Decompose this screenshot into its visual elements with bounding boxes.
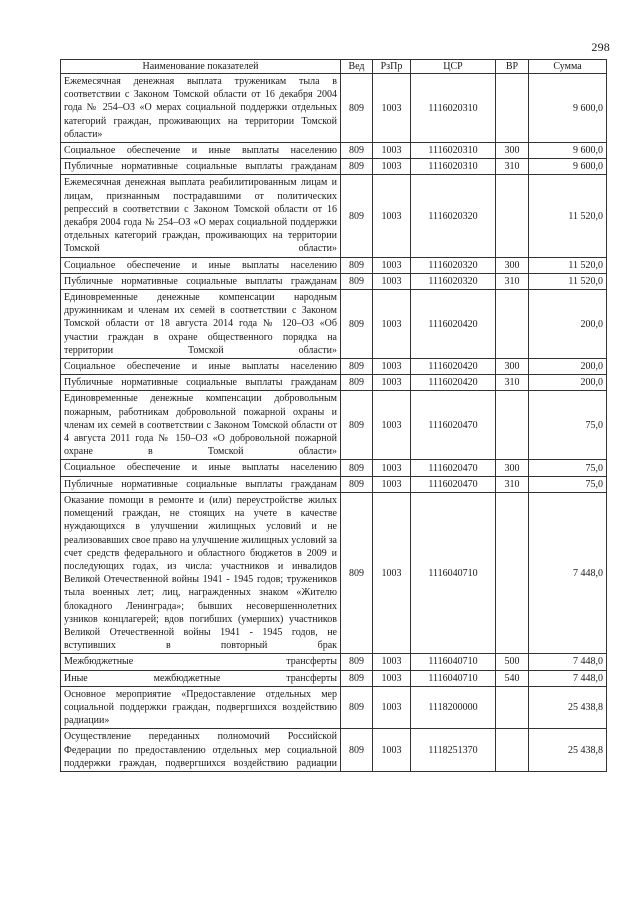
cell-csr: 1116020420 xyxy=(411,290,496,359)
cell-sum: 9 600,0 xyxy=(529,159,607,175)
cell-vr: 300 xyxy=(496,257,529,273)
cell-vr xyxy=(496,290,529,359)
cell-ved: 809 xyxy=(341,686,373,729)
cell-rzpr: 1003 xyxy=(373,143,411,159)
cell-vr: 500 xyxy=(496,654,529,670)
cell-sum: 25 438,8 xyxy=(529,729,607,772)
cell-csr: 1116020470 xyxy=(411,391,496,460)
table-row xyxy=(61,476,607,492)
cell-vr: 310 xyxy=(496,273,529,289)
table-row xyxy=(61,729,607,772)
cell-name: Социальное обеспечение и иные выплаты населению xyxy=(61,143,341,159)
cell-name: Оказание помощи в ремонте и (или) переустройстве жилых помещений граждан, не стоящих на учете в качестве нуждающихся в улучшении жилищных условий и не реализовавших свое право на улучшение жилищных условий за счет средств федерального и областного бюджетов в 2009 и последующих годах, из числа: участников и инвалидов Великой Отечественной войны 1941 - 1945 годов; тружеников тыла военных лет; лиц, награжденных знаком «Жителю блокадного Ленинграда»; бывших несовершеннолетних узников концлагерей; вдов погибших (умерших) участников Великой Отечественной войны 1941 - 1945 годов, не вступивших в повторный брак xyxy=(61,492,341,653)
cell-name: Основное мероприятие «Предоставление отдельных мер социальной поддержки граждан, подвергшихся воздействию радиации» xyxy=(61,686,341,729)
cell-name: Ежемесячная денежная выплата труженикам тыла в соответствии с Законом Томской области от 16 декабря 2004 года № 254–ОЗ «О мерах социальной поддержки отдельных категорий граждан, проживающих на территории Томской области» xyxy=(61,74,341,143)
cell-ved: 809 xyxy=(341,273,373,289)
cell-vr xyxy=(496,175,529,257)
cell-rzpr: 1003 xyxy=(373,74,411,143)
table-row xyxy=(61,159,607,175)
cell-sum: 11 520,0 xyxy=(529,273,607,289)
cell-name: Осуществление переданных полномочий Российской Федерации по предоставлению отдельных мер социальной поддержки граждан, подвергшихся воздействию радиации xyxy=(61,729,341,772)
cell-sum: 75,0 xyxy=(529,476,607,492)
cell-name: Публичные нормативные социальные выплаты гражданам xyxy=(61,273,341,289)
column-header-csr: ЦСР xyxy=(411,60,496,74)
cell-csr: 1116020320 xyxy=(411,175,496,257)
cell-rzpr: 1003 xyxy=(373,290,411,359)
cell-ved: 809 xyxy=(341,159,373,175)
cell-rzpr: 1003 xyxy=(373,476,411,492)
cell-rzpr: 1003 xyxy=(373,257,411,273)
cell-rzpr: 1003 xyxy=(373,391,411,460)
table-row xyxy=(61,391,607,460)
cell-sum: 200,0 xyxy=(529,290,607,359)
cell-ved: 809 xyxy=(341,74,373,143)
cell-sum: 11 520,0 xyxy=(529,257,607,273)
cell-rzpr: 1003 xyxy=(373,729,411,772)
table-row xyxy=(61,257,607,273)
cell-name: Иные межбюджетные трансферты xyxy=(61,670,341,686)
cell-rzpr: 1003 xyxy=(373,460,411,476)
cell-ved: 809 xyxy=(341,729,373,772)
cell-rzpr: 1003 xyxy=(373,175,411,257)
cell-name: Социальное обеспечение и иные выплаты населению xyxy=(61,359,341,375)
cell-name: Публичные нормативные социальные выплаты гражданам xyxy=(61,375,341,391)
table-row xyxy=(61,74,607,143)
cell-vr xyxy=(496,74,529,143)
cell-ved: 809 xyxy=(341,375,373,391)
cell-rzpr: 1003 xyxy=(373,375,411,391)
cell-ved: 809 xyxy=(341,143,373,159)
cell-sum: 9 600,0 xyxy=(529,143,607,159)
cell-name: Социальное обеспечение и иные выплаты населению xyxy=(61,257,341,273)
table-row xyxy=(61,143,607,159)
page-number: 298 xyxy=(591,40,610,54)
cell-sum: 7 448,0 xyxy=(529,670,607,686)
cell-vr xyxy=(496,391,529,460)
cell-csr: 1118200000 xyxy=(411,686,496,729)
cell-rzpr: 1003 xyxy=(373,492,411,653)
table-row xyxy=(61,359,607,375)
cell-rzpr: 1003 xyxy=(373,654,411,670)
cell-csr: 1116020420 xyxy=(411,359,496,375)
cell-sum: 9 600,0 xyxy=(529,74,607,143)
cell-csr: 1116020310 xyxy=(411,74,496,143)
column-header-name: Наименование показателей xyxy=(61,60,341,74)
cell-ved: 809 xyxy=(341,359,373,375)
cell-csr: 1116020470 xyxy=(411,476,496,492)
cell-vr: 300 xyxy=(496,143,529,159)
cell-csr: 1116020320 xyxy=(411,257,496,273)
cell-csr: 1116020420 xyxy=(411,375,496,391)
column-header-vr: ВР xyxy=(496,60,529,74)
table-row xyxy=(61,273,607,289)
column-header-sum: Сумма xyxy=(529,60,607,74)
table-row xyxy=(61,175,607,257)
table-row xyxy=(61,670,607,686)
cell-vr xyxy=(496,492,529,653)
cell-sum: 200,0 xyxy=(529,375,607,391)
cell-ved: 809 xyxy=(341,391,373,460)
cell-ved: 809 xyxy=(341,654,373,670)
cell-name: Ежемесячная денежная выплата реабилитированным лицам и лицам, признанным пострадавшими от политических репрессий в соответствии с Законом Томской области от 16 декабря 2004 года № 254–ОЗ «О мерах социальной поддержки отдельных категорий граждан, проживающих на территории Томской области» xyxy=(61,175,341,257)
cell-rzpr: 1003 xyxy=(373,359,411,375)
cell-sum: 200,0 xyxy=(529,359,607,375)
cell-csr: 1116040710 xyxy=(411,654,496,670)
cell-vr: 310 xyxy=(496,159,529,175)
cell-ved: 809 xyxy=(341,257,373,273)
cell-csr: 1116020470 xyxy=(411,460,496,476)
cell-sum: 7 448,0 xyxy=(529,492,607,653)
cell-vr: 310 xyxy=(496,476,529,492)
cell-ved: 809 xyxy=(341,175,373,257)
cell-name: Публичные нормативные социальные выплаты гражданам xyxy=(61,476,341,492)
cell-vr: 300 xyxy=(496,359,529,375)
cell-vr xyxy=(496,686,529,729)
table-row xyxy=(61,290,607,359)
cell-name: Публичные нормативные социальные выплаты гражданам xyxy=(61,159,341,175)
cell-sum: 25 438,8 xyxy=(529,686,607,729)
cell-sum: 75,0 xyxy=(529,460,607,476)
table-body xyxy=(61,74,607,772)
column-header-ved: Вед xyxy=(341,60,373,74)
cell-csr: 1116040710 xyxy=(411,492,496,653)
cell-name: Социальное обеспечение и иные выплаты населению xyxy=(61,460,341,476)
cell-name: Межбюджетные трансферты xyxy=(61,654,341,670)
cell-name: Единовременные денежные компенсации добровольным пожарным, работникам добровольной пожарной охраны и членам их семей в соответствии с Законом Томской области от 4 августа 2011 года № 150–ОЗ «О добровольной пожарной охране в Томской области» xyxy=(61,391,341,460)
table-header-row xyxy=(61,60,607,74)
cell-rzpr: 1003 xyxy=(373,686,411,729)
cell-csr: 1116020310 xyxy=(411,159,496,175)
cell-csr: 1116020320 xyxy=(411,273,496,289)
cell-name: Единовременные денежные компенсации народным дружинникам и членам их семей в соответствии с Законом Томской области от 18 августа 2014 года № 120–ОЗ «Об участии граждан в охране общественного порядка на территории Томской области» xyxy=(61,290,341,359)
cell-sum: 7 448,0 xyxy=(529,654,607,670)
cell-vr xyxy=(496,729,529,772)
cell-sum: 11 520,0 xyxy=(529,175,607,257)
cell-rzpr: 1003 xyxy=(373,670,411,686)
cell-ved: 809 xyxy=(341,492,373,653)
cell-rzpr: 1003 xyxy=(373,159,411,175)
budget-table xyxy=(60,59,607,772)
cell-ved: 809 xyxy=(341,290,373,359)
cell-csr: 1118251370 xyxy=(411,729,496,772)
cell-rzpr: 1003 xyxy=(373,273,411,289)
cell-ved: 809 xyxy=(341,460,373,476)
cell-ved: 809 xyxy=(341,670,373,686)
cell-vr: 300 xyxy=(496,460,529,476)
column-header-rzpr: РзПр xyxy=(373,60,411,74)
table-row xyxy=(61,654,607,670)
cell-sum: 75,0 xyxy=(529,391,607,460)
table-row xyxy=(61,686,607,729)
cell-ved: 809 xyxy=(341,476,373,492)
cell-csr: 1116040710 xyxy=(411,670,496,686)
cell-vr: 310 xyxy=(496,375,529,391)
table-row xyxy=(61,492,607,653)
cell-csr: 1116020310 xyxy=(411,143,496,159)
cell-vr: 540 xyxy=(496,670,529,686)
table-row xyxy=(61,460,607,476)
table-row xyxy=(61,375,607,391)
